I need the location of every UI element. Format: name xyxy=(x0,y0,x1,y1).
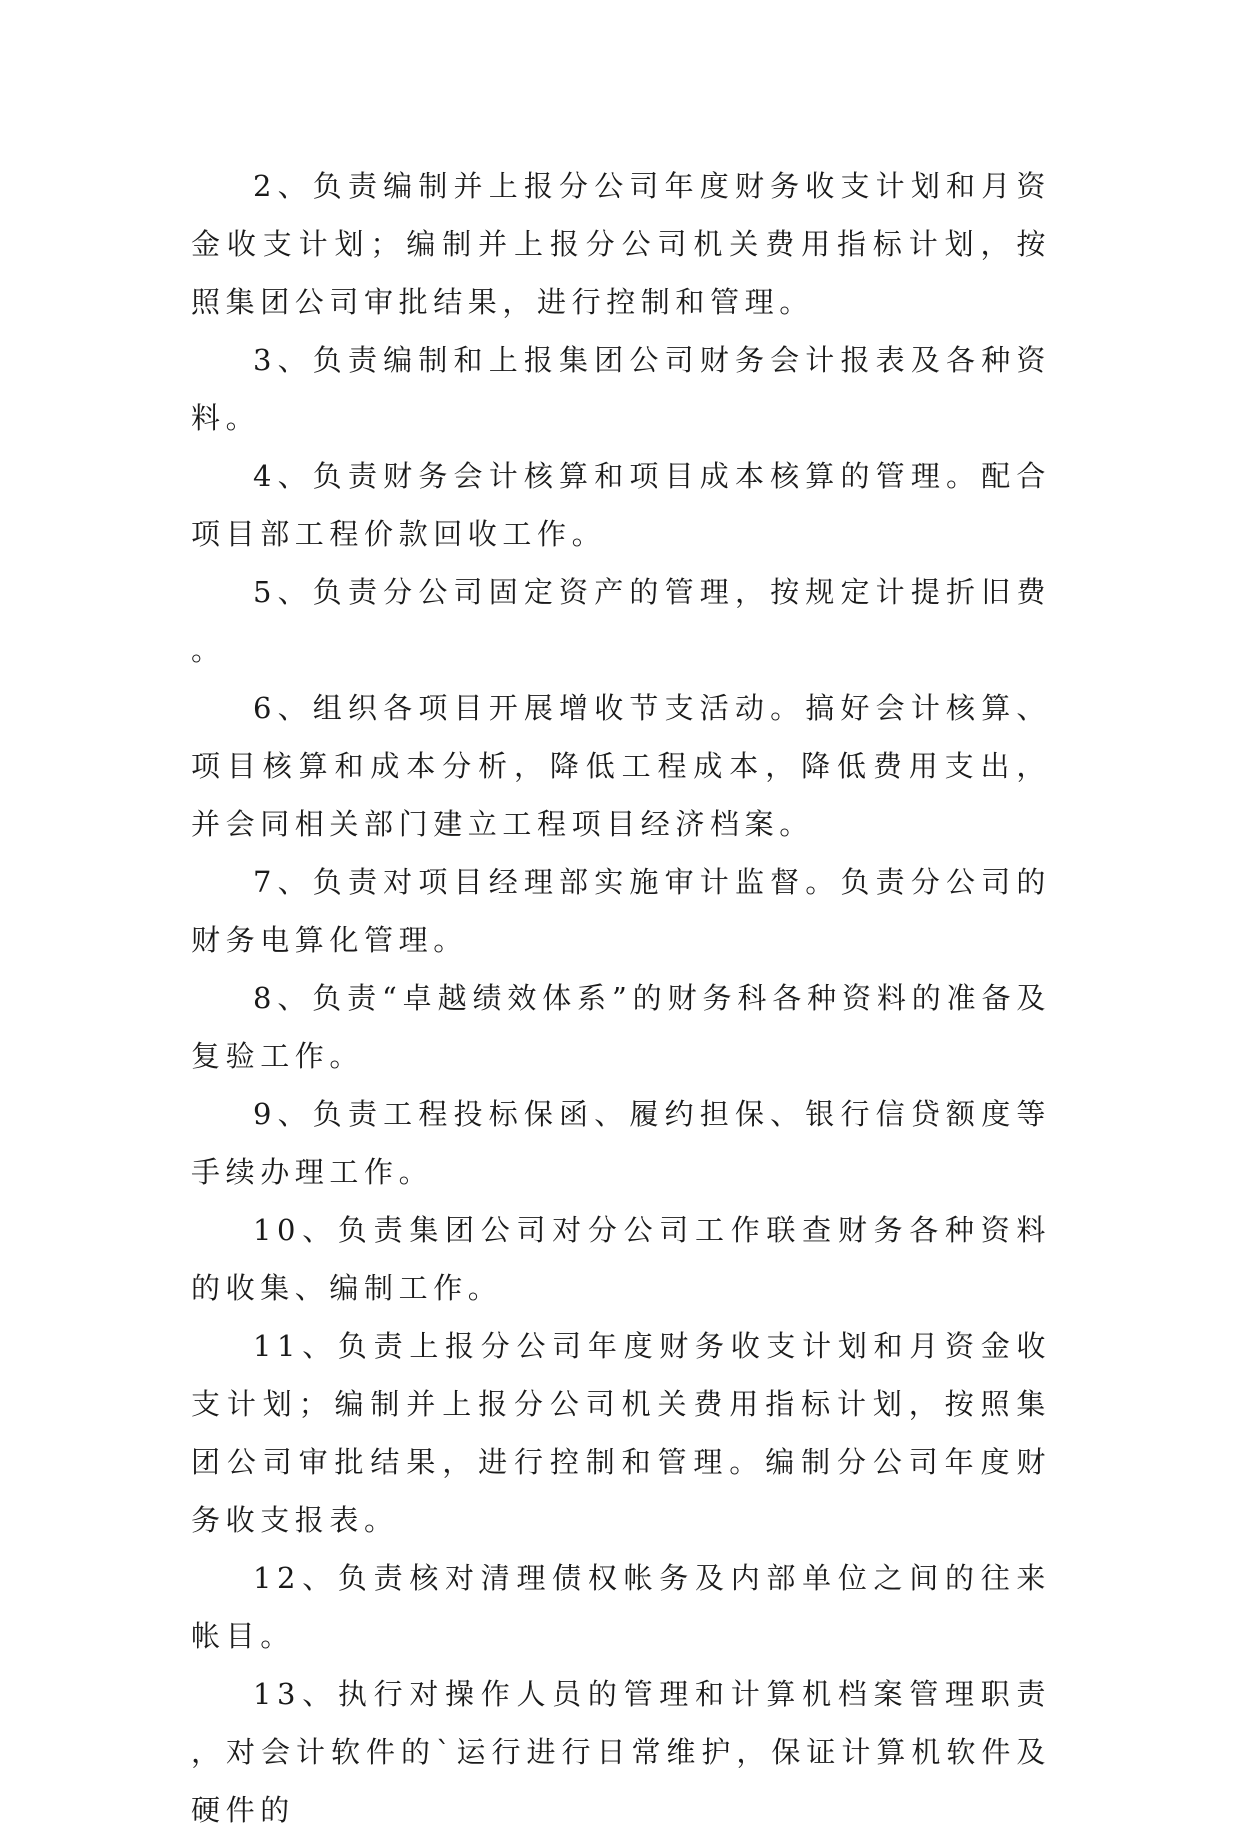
paragraph-item-5: 5、负责分公司固定资产的管理，按规定计提折旧费。 xyxy=(191,575,1051,667)
paragraph-item-7: 7、负责对项目经理部实施审计监督。负责分公司的财务电算化管理。 xyxy=(191,865,1051,957)
paragraph-item-8: 8、负责“卓越绩效体系”的财务科各种资料的准备及复验工作。 xyxy=(191,981,1051,1073)
paragraph-item-6: 6、组织各项目开展增收节支活动。搞好会计核算、项目核算和成本分析，降低工程成本，降低费用支出，并会同相关部门建立工程项目经济档案。 xyxy=(191,691,1051,841)
paragraph-item-11: 11、负责上报分公司年度财务收支计划和月资金收支计划；编制并上报分公司机关费用指标计划，按照集团公司审批结果，进行控制和管理。编制分公司年度财务收支报表。 xyxy=(191,1329,1051,1537)
paragraph-item-4: 4、负责财务会计核算和项目成本核算的管理。配合项目部工程价款回收工作。 xyxy=(191,459,1051,551)
paragraph-item-12: 12、负责核对清理债权帐务及内部单位之间的往来帐目。 xyxy=(191,1561,1051,1653)
paragraph-item-2: 2、负责编制并上报分公司年度财务收支计划和月资金收支计划；编制并上报分公司机关费用指标计划，按照集团公司审批结果，进行控制和管理。 xyxy=(191,169,1051,319)
paragraph-item-3: 3、负责编制和上报集团公司财务会计报表及各种资料。 xyxy=(191,343,1051,435)
paragraph-item-13: 13、执行对操作人员的管理和计算机档案管理职责，对会计软件的`运行进行日常维护，保证计算机软件及硬件的 xyxy=(191,1677,1051,1827)
paragraph-item-9: 9、负责工程投标保函、履约担保、银行信贷额度等手续办理工作。 xyxy=(191,1097,1051,1189)
paragraph-item-10: 10、负责集团公司对分公司工作联查财务各种资料的收集、编制工作。 xyxy=(191,1213,1051,1305)
document-body xyxy=(191,157,1051,1839)
